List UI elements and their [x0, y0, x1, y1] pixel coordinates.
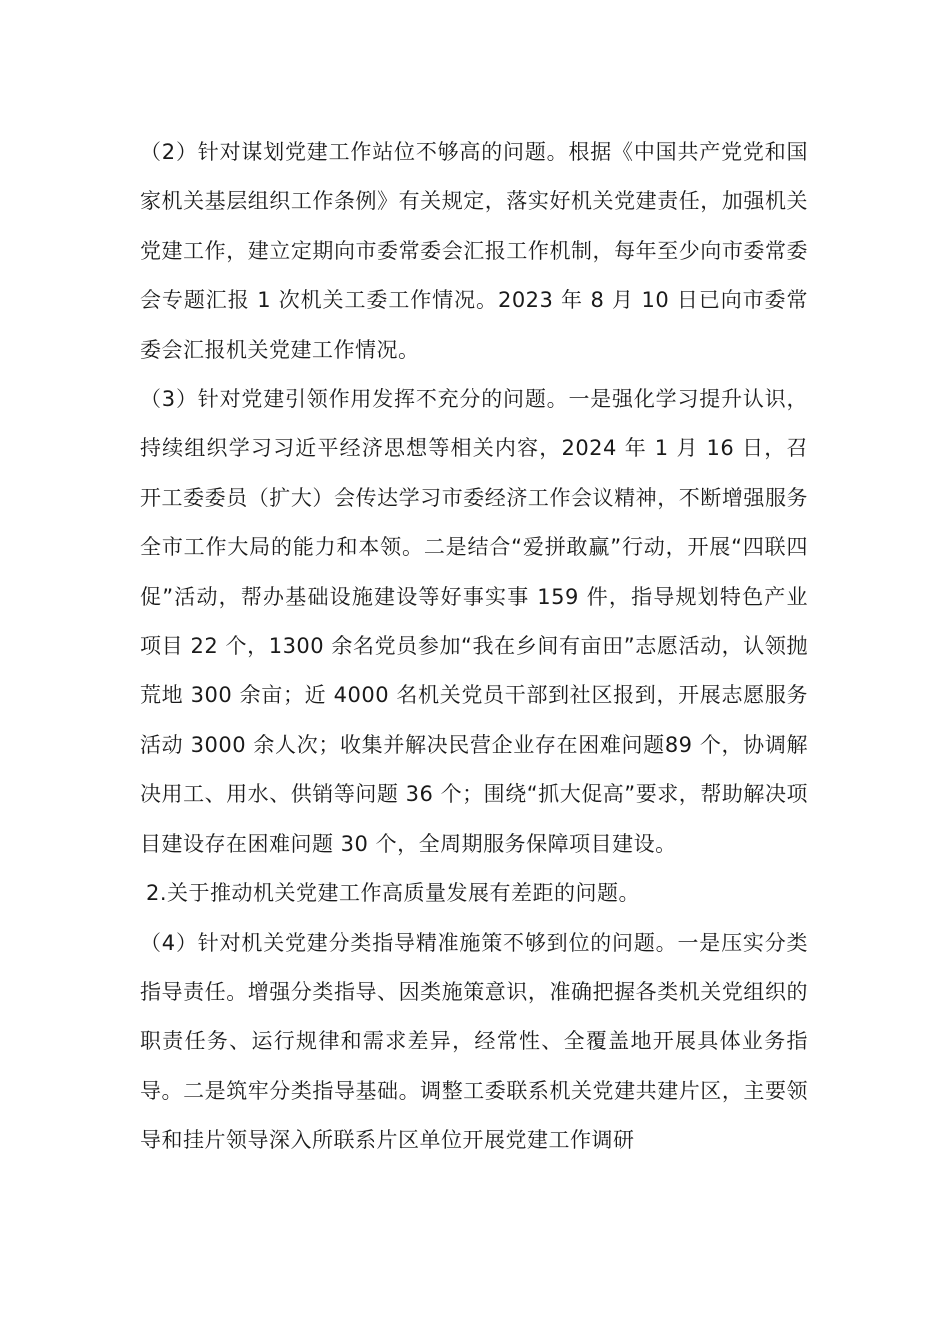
document-body [140, 128, 808, 1166]
paragraph-item-4: （4）针对机关党建分类指导精准施策不够到位的问题。一是压实分类指导责任。增强分类指导、因类施策意识，准确把握各类机关党组织的职责任务、运行规律和需求差异，经常性、全覆盖地开展具体业务指导。二是筑牢分类指导基础。调整工委联系机关党建共建片区，主要领导和挂片领导深入所联系片区单位开展党建工作调研 [140, 930, 808, 1153]
paragraph-item-3: （3）针对党建引领作用发挥不充分的问题。一是强化学习提升认识，持续组织学习习近平经济思想等相关内容，2024 年 1 月 16 日，召开工委委员（扩大）会传达学习市委经济工作会议精神，不断增强服务全市工作大局的能力和本领。二是结合“爱拼敢赢”行动，开展“四联四促”活动，帮办基础设施建设等好事实事 159 件，指导规划特色产业项目 22 个，1300 余名党员参加“我在乡间有亩田”志愿活动，认领抛荒地 300 余亩；近 4000 名机关党员干部到社区报到，开展志愿服务活动 3000 余人次；收集并解决民营企业存在困难问题89 个，协调解决用工、用水、供销等问题 36 个；围绕“抓大促高”要求，帮助解决项目建设存在困难问题 30 个，全周期服务保障项目建设。 [140, 387, 808, 856]
section-heading-2: 2.关于推动机关党建工作高质量发展有差距的问题。 [146, 881, 641, 906]
paragraph-item-2: （2）针对谋划党建工作站位不够高的问题。根据《中国共产党党和国家机关基层组织工作条例》有关规定，落实好机关党建责任，加强机关党建工作，建立定期向市委常委会汇报工作机制，每年至少向市委常委会专题汇报 1 次机关工委工作情况。2023 年 8 月 10 日已向市委常委会汇报机关党建工作情况。 [140, 140, 808, 362]
